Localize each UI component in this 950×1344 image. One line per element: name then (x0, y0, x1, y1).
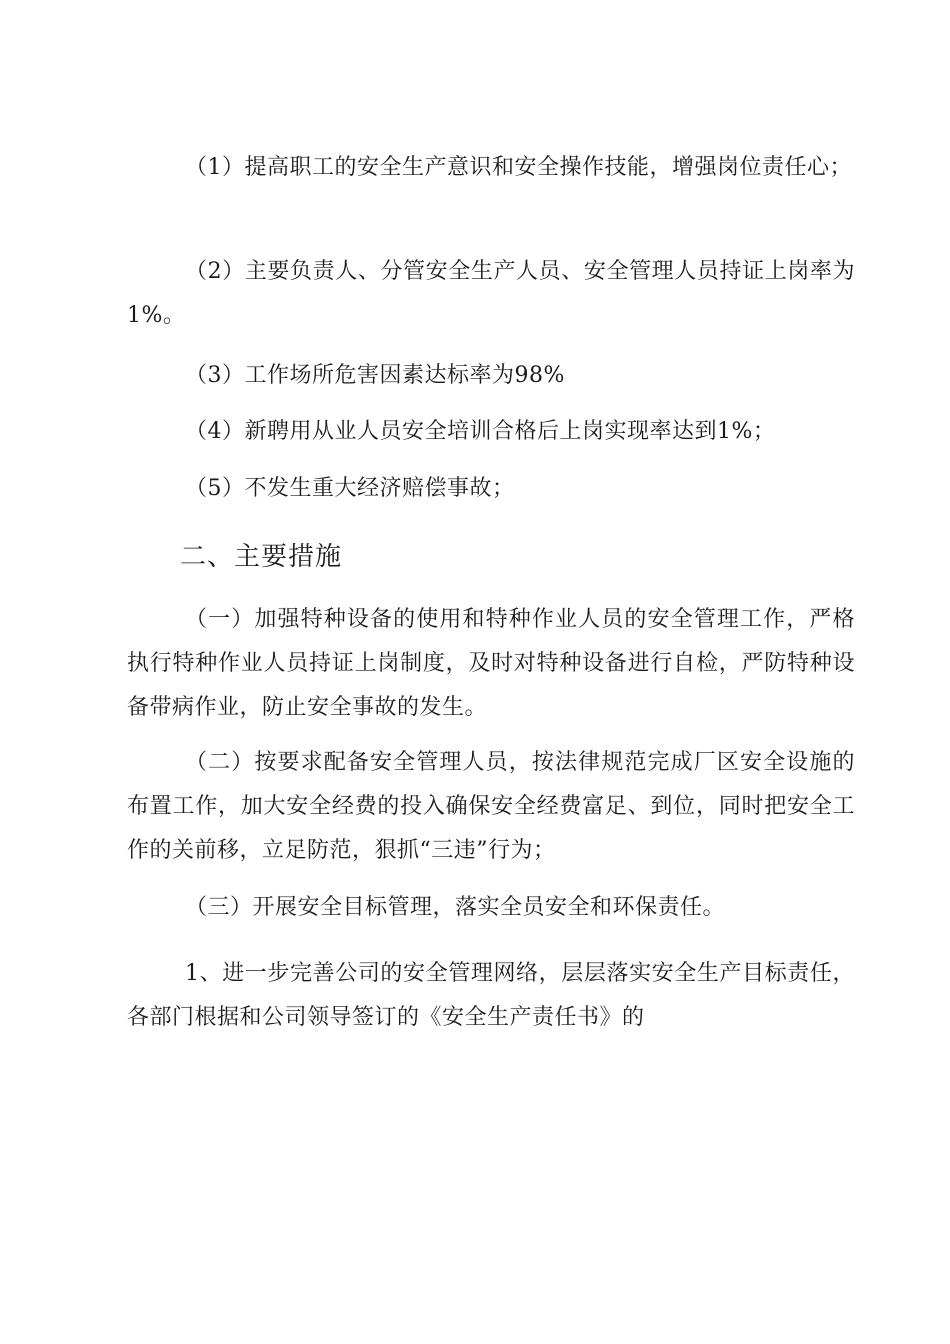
measure-item-3: （三）开展安全目标管理，落实全员安全和环保责任。 (185, 895, 726, 920)
target-item-4: （4）新聘用从业人员安全培训合格后上岗实现率达到1%； (185, 419, 776, 444)
measure-item-2: （二）按要求配备安全管理人员，按法律规范完成厂区安全设施的布置工作，加大安全经费的投入确保安全经费富足、到位，同时把安全工作的关前移，立足防范，狠抓“三违”行为； (127, 750, 855, 863)
target-item-1: （1）提高职工的安全生产意识和安全操作技能，增强岗位责任心； (185, 155, 852, 180)
section-heading: 二、主要措施 (180, 542, 343, 572)
target-item-5: （5）不发生重大经济赔偿事故； (185, 476, 515, 501)
target-item-3: （3）工作场所危害因素达标率为98% (185, 363, 565, 388)
measure-item-4: 1、进一步完善公司的安全管理网络，层层落实安全生产目标责任，各部门根据和公司领导签订的《安全生产责任书》的 (127, 961, 855, 1030)
target-item-2: （2）主要负责人、分管安全生产人员、安全管理人员持证上岗率为1%。 (127, 259, 855, 328)
measure-item-1: （一）加强特种设备的使用和特种作业人员的安全管理工作，严格执行特种作业人员持证上岗制度，及时对特种设备进行自检，严防特种设备带病作业，防止安全事故的发生。 (127, 607, 855, 720)
